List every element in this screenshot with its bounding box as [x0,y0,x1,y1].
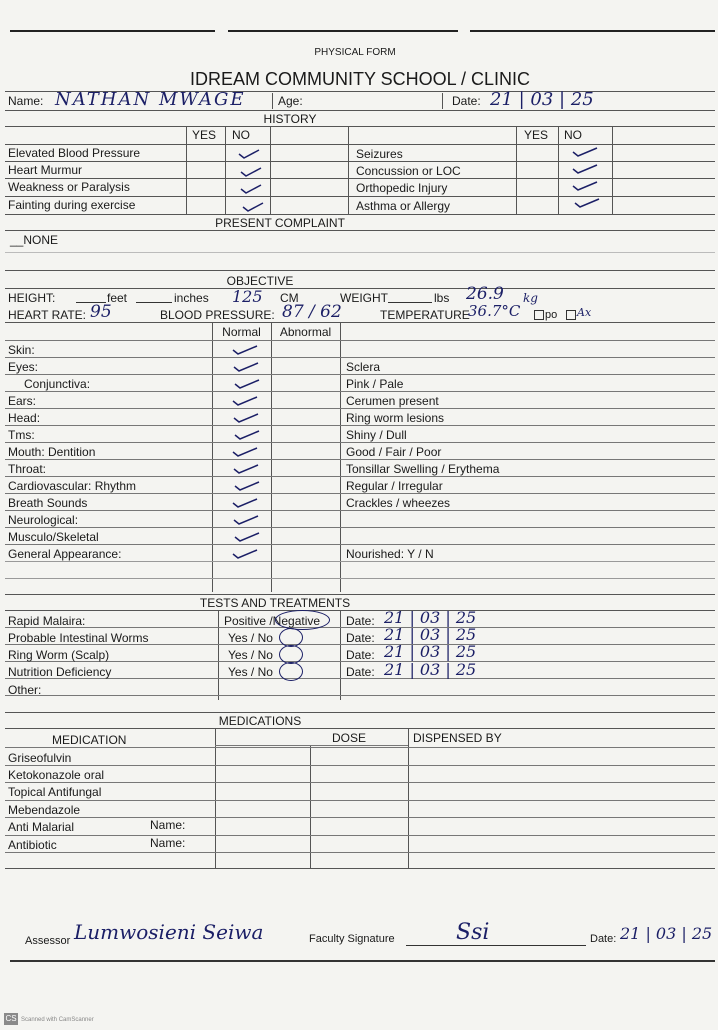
exam-note: Cerumen present [346,394,439,408]
col-dose: DOSE [332,731,367,745]
exam-note: Pink / Pale [346,377,404,391]
row-rule [5,357,715,358]
test-label: Rapid Malaira: [8,614,86,628]
history-title: HISTORY [263,112,317,126]
checkmark-icon [233,464,249,472]
faculty-signature: Ssi [456,920,490,945]
medication-item: Anti Malarial [8,820,75,834]
heart-rate-label: HEART RATE: [8,308,87,322]
row-rule [5,765,715,766]
history-no-header: NO [232,128,250,142]
weight-value: 26.9 [466,284,504,304]
height-value: 125 [232,287,263,306]
lbs-label: lbs [434,291,450,305]
test-date-label: Date: [346,665,375,679]
exam-item: Ears: [8,394,37,408]
row-rule [5,510,715,511]
divider [272,93,273,109]
test-label: Other: [8,683,42,697]
exam-item: Mouth: Dentition [8,445,96,459]
po-label: po [545,309,558,321]
divider [340,610,341,700]
signature-line [406,945,586,946]
divider [516,126,517,214]
tests-title: TESTS AND TREATMENTS [199,596,351,610]
patient-name-value: NATHAN MWAGE [55,89,246,110]
selected-circle [275,610,330,630]
checkmark-icon [232,396,248,404]
footer-date-value: 21 | 03 | 25 [620,924,713,943]
row-rule [5,493,715,494]
col-medication: MEDICATION [52,733,127,747]
exam-item: Eyes: [8,360,39,374]
test-date-value: 21 | 03 | 25 [384,642,477,661]
checkmark-icon [240,167,256,175]
row-rule [5,835,715,836]
exam-note: Ring worm lesions [346,411,445,425]
medication-item: Griseofulvin [8,751,72,765]
weight-unit: kg [523,291,538,305]
exam-note: Nourished: Y / N [346,547,434,561]
history-yes-header: YES [192,128,217,142]
rule [5,161,715,162]
test-options: Yes / No [228,665,273,679]
rule [5,288,715,289]
divider [612,126,613,214]
test-date-value: 21 | 03 | 25 [384,660,477,679]
complaint-title: PRESENT COMPLAINT [215,216,345,230]
divider [310,745,311,868]
assessor-signature: Lumwosieni Seiwa [74,920,264,944]
checkmark-icon [242,202,258,210]
row-rule [5,695,715,696]
feet-label: feet [107,291,128,305]
age-label: Age: [278,94,303,108]
exam-item: Musculo/Skeletal [8,530,99,544]
exam-note: Good / Fair / Poor [346,445,442,459]
name-label: Name: [150,836,186,850]
history-item: Orthopedic Injury [356,181,448,195]
rule [5,144,715,145]
checkmark-icon [234,481,250,489]
medications-title: MEDICATIONS [218,714,302,728]
col-dispensed: DISPENSED BY [413,731,502,745]
top-rule [228,30,458,32]
checkmark-icon [572,164,588,172]
divider [348,126,349,214]
history-item: Asthma or Allergy [356,199,451,213]
checkmark-icon [234,379,250,387]
history-item: Seizures [356,147,403,161]
divider [270,126,271,214]
blank-line [388,302,432,303]
row-rule [215,745,408,746]
bottom-rule [10,960,715,962]
checkmark-icon [232,447,248,455]
history-item: Weakness or Paralysis [8,180,130,194]
row-rule [5,459,715,460]
faculty-signature-label: Faculty Signature [309,933,395,945]
complaint-value: __NONE [10,233,59,247]
exam-item: Cardiovascular: Rhythm [8,479,137,493]
top-rule [470,30,715,32]
blank-line [136,302,172,303]
divider [408,728,409,868]
row-rule [5,782,715,783]
name-label: Name: [8,94,44,108]
exam-note: Crackles / wheezes [346,496,451,510]
rule [5,712,715,713]
exam-note: Regular / Irregular [346,479,443,493]
cm-label: CM [280,291,299,305]
form-title: IDREAM COMMUNITY SCHOOL / CLINIC [189,69,531,89]
history-item: Fainting during exercise [8,198,136,212]
patient-date-value: 21 | 03 | 25 [490,89,594,110]
checkmark-icon [572,147,588,155]
test-date-label: Date: [346,631,375,645]
checkmark-icon [232,549,248,557]
rule [5,126,715,127]
inches-label: inches [174,291,209,305]
bp-label: BLOOD PRESSURE: [160,308,275,322]
camscanner-logo-icon: CS [5,1014,17,1023]
divider [271,322,272,592]
checkmark-icon [234,532,250,540]
row-rule [5,476,715,477]
test-label: Probable Intestinal Worms [8,631,149,645]
footer-date-label: Date: [590,933,617,945]
normal-header: Normal [222,325,261,339]
row-rule [5,561,715,562]
test-date-label: Date: [346,614,375,628]
checkmark-icon [233,362,249,370]
ax-checkbox[interactable] [566,310,576,320]
medication-item: Ketokonazole oral [8,768,105,782]
rule [5,594,715,595]
weight-label: WEIGHT [340,291,388,305]
divider [186,126,187,214]
divider [340,322,341,592]
rule [5,610,715,611]
row-rule [5,800,715,801]
test-options: Positive /Negative [224,614,321,628]
test-options: Yes / No [228,648,273,662]
divider [558,126,559,214]
row-rule [5,747,715,748]
top-rule [10,30,215,32]
name-label: Name: [150,818,186,832]
medication-item: Topical Antifungal [8,785,102,799]
exam-note: Shiny / Dull [346,428,407,442]
exam-item: General Appearance: [8,547,122,561]
temperature-label: TEMPERATURE [380,308,470,322]
history-item: Elevated Blood Pressure [8,146,141,160]
rule [5,868,715,869]
test-label: Ring Worm (Scalp) [8,648,110,662]
test-date-label: Date: [346,648,375,662]
checkmark-icon [574,198,590,206]
history-no-header-right: NO [564,128,582,142]
exam-item: Tms: [8,428,35,442]
rule [5,728,715,729]
test-options: Yes / No [228,631,273,645]
exam-item: Throat: [8,462,47,476]
selected-circle [279,662,303,681]
row-rule [5,527,715,528]
checkmark-icon [238,149,254,157]
checkmark-icon [233,413,249,421]
abnormal-header: Abnormal [279,325,332,339]
row-rule [5,340,715,341]
row-rule [5,852,715,853]
exam-item: Head: [8,411,41,425]
po-checkbox[interactable] [534,310,544,320]
history-yes-header-right: YES [524,128,549,142]
row-rule [5,408,715,409]
divider [442,93,443,109]
divider [225,126,226,214]
rule [5,214,715,215]
heart-rate-value: 95 [90,302,112,322]
checkmark-icon [233,515,249,523]
checkmark-icon [572,181,588,189]
test-label: Nutrition Deficiency [8,665,112,679]
form-type-label: PHYSICAL FORM [314,47,396,58]
rule [5,252,715,253]
medication-item: Antibiotic [8,838,57,852]
history-item: Concussion or LOC [356,164,461,178]
temperature-value: 36.7°C [468,302,521,320]
exam-item: Skin: [8,343,35,357]
divider [215,728,216,868]
date-label: Date: [452,94,481,108]
rule [5,110,715,111]
bp-value: 87 / 62 [282,302,342,322]
rule [5,196,715,197]
row-rule [5,374,715,375]
divider [218,610,219,700]
height-label: HEIGHT: [8,291,56,305]
watermark-text: Scanned with CamScanner [21,1017,94,1023]
objective-title: OBJECTIVE [226,274,294,288]
test-date-value: 21 | 03 | 25 [384,608,477,627]
test-date-value: 21 | 03 | 25 [384,625,477,644]
medication-item: Mebendazole [8,803,81,817]
checkmark-icon [240,184,256,192]
assessor-label: Assessor [25,935,71,947]
checkmark-icon [234,430,250,438]
checkmark-icon [232,345,248,353]
row-rule [5,391,715,392]
row-rule [5,425,715,426]
checkmark-icon [232,498,248,506]
row-rule [5,442,715,443]
exam-item: Neurological: [8,513,79,527]
ax-label: Ax [577,306,592,319]
row-rule [5,817,715,818]
rule [5,322,715,323]
history-item: Heart Murmur [8,163,83,177]
row-rule [5,578,715,579]
rule [5,178,715,179]
exam-item: Conjunctiva: [24,377,91,391]
divider [212,322,213,592]
exam-note: Tonsillar Swelling / Erythema [346,462,500,476]
rule [5,270,715,271]
exam-item: Breath Sounds [8,496,88,510]
row-rule [5,544,715,545]
exam-note: Sclera [346,360,381,374]
rule [5,230,715,231]
